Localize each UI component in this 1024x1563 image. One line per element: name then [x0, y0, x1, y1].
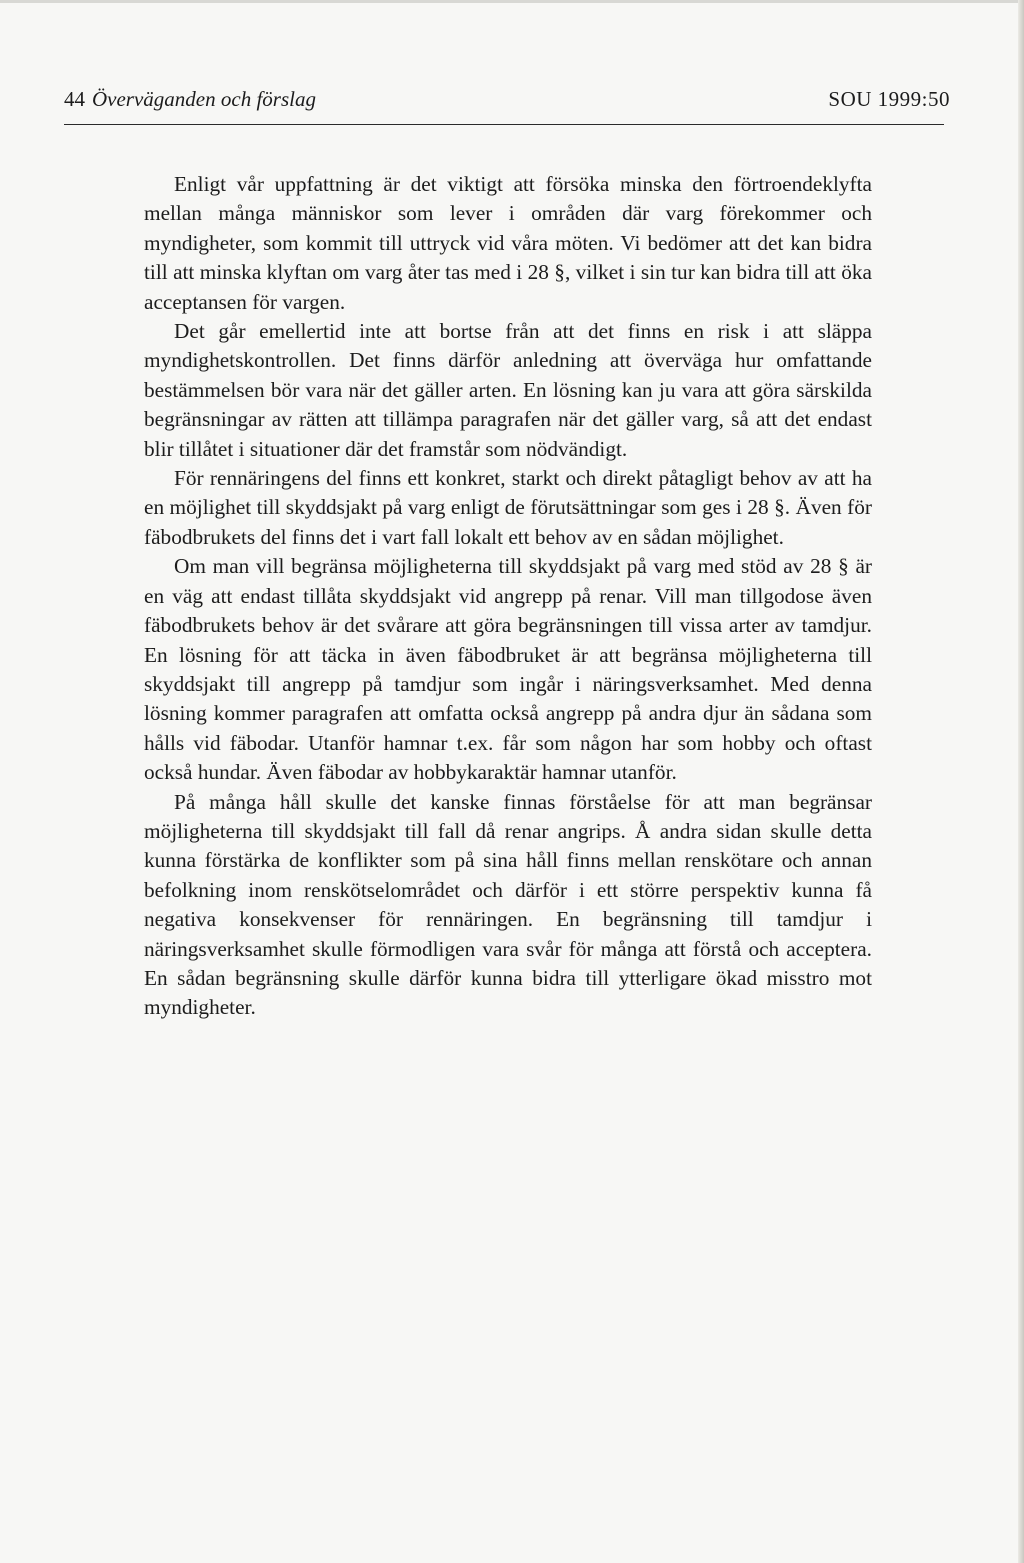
paragraph-4: Om man vill begränsa möjligheterna till skyddsjakt på varg med stöd av 28 § är en väg att endast tillåta skyddsjakt vid angrepp på renar. Vill man tillgodose även fäbodbrukets behov är det svårare att göra begränsningen till vissa arter av tamdjur. En lösning för att täcka in även fäbodbruket är att begränsa möjligheterna till skyddsjakt till angrepp på tamdjur som ingår i näringsverksamhet. Med denna lösning kommer paragrafen att omfatta också angrepp på andra djur än sådana som hålls vid fäbodar. Utanför hamnar t.ex. får som någon har som hobby och oftast också hundar. Även fäbodar av hobbykaraktär hamnar utanför. [144, 554, 872, 785]
paragraph-1: Enligt vår uppfattning är det viktigt att försöka minska den förtroendeklyfta mellan många människor som lever i områden där varg förekommer och myndigheter, som kommit till uttryck vid våra möten. Vi bedömer att det kan bidra till att minska klyftan om varg åter tas med i 28 §, vilket i sin tur kan bidra till att öka acceptansen för vargen. [144, 172, 872, 314]
page-right-edge [1018, 0, 1024, 1563]
header-rule [64, 124, 944, 125]
paragraph-3: För rennäringens del finns ett konkret, starkt och direkt påtagligt behov av att ha en möjlighet till skyddsjakt på varg enligt de förutsättningar som ges i 28 §. Även för fäbodbrukets del finns det i vart fall lokalt ett behov av en sådan möjlighet. [144, 466, 872, 549]
chapter-title: Överväganden och förslag [92, 87, 316, 111]
document-id: SOU 1999:50 [828, 87, 950, 111]
running-header [64, 84, 950, 114]
body-text [144, 170, 872, 1023]
page-top-edge [0, 0, 1024, 3]
paragraph-2: Det går emellertid inte att bortse från att det finns en risk i att släppa myndighetskontrollen. Det finns därför anledning att överväga hur omfattande bestämmelsen bör vara när det gäller arten. En lösning kan ju vara att göra särskilda begränsningar av rätten att tillämpa paragrafen när det gäller varg, så att det endast blir tillåtet i situationer där det framstår som nödvändigt. [144, 319, 872, 461]
page-number: 44 [64, 87, 85, 111]
paragraph-5: På många håll skulle det kanske finnas förståelse för att man begränsar möjligheterna till skyddsjakt till fall då renar angrips. Å andra sidan skulle detta kunna förstärka de konflikter som på sina håll finns mellan renskötare och annan befolkning inom renskötselområdet och därför i ett större perspektiv kunna få negativa konsekvenser för rennäringen. En begränsning till tamdjur i näringsverksamhet skulle förmodligen vara svår för många att förstå och acceptera. En sådan begränsning skulle därför kunna bidra till ytterligare ökad misstro mot myndigheter. [144, 789, 872, 1020]
